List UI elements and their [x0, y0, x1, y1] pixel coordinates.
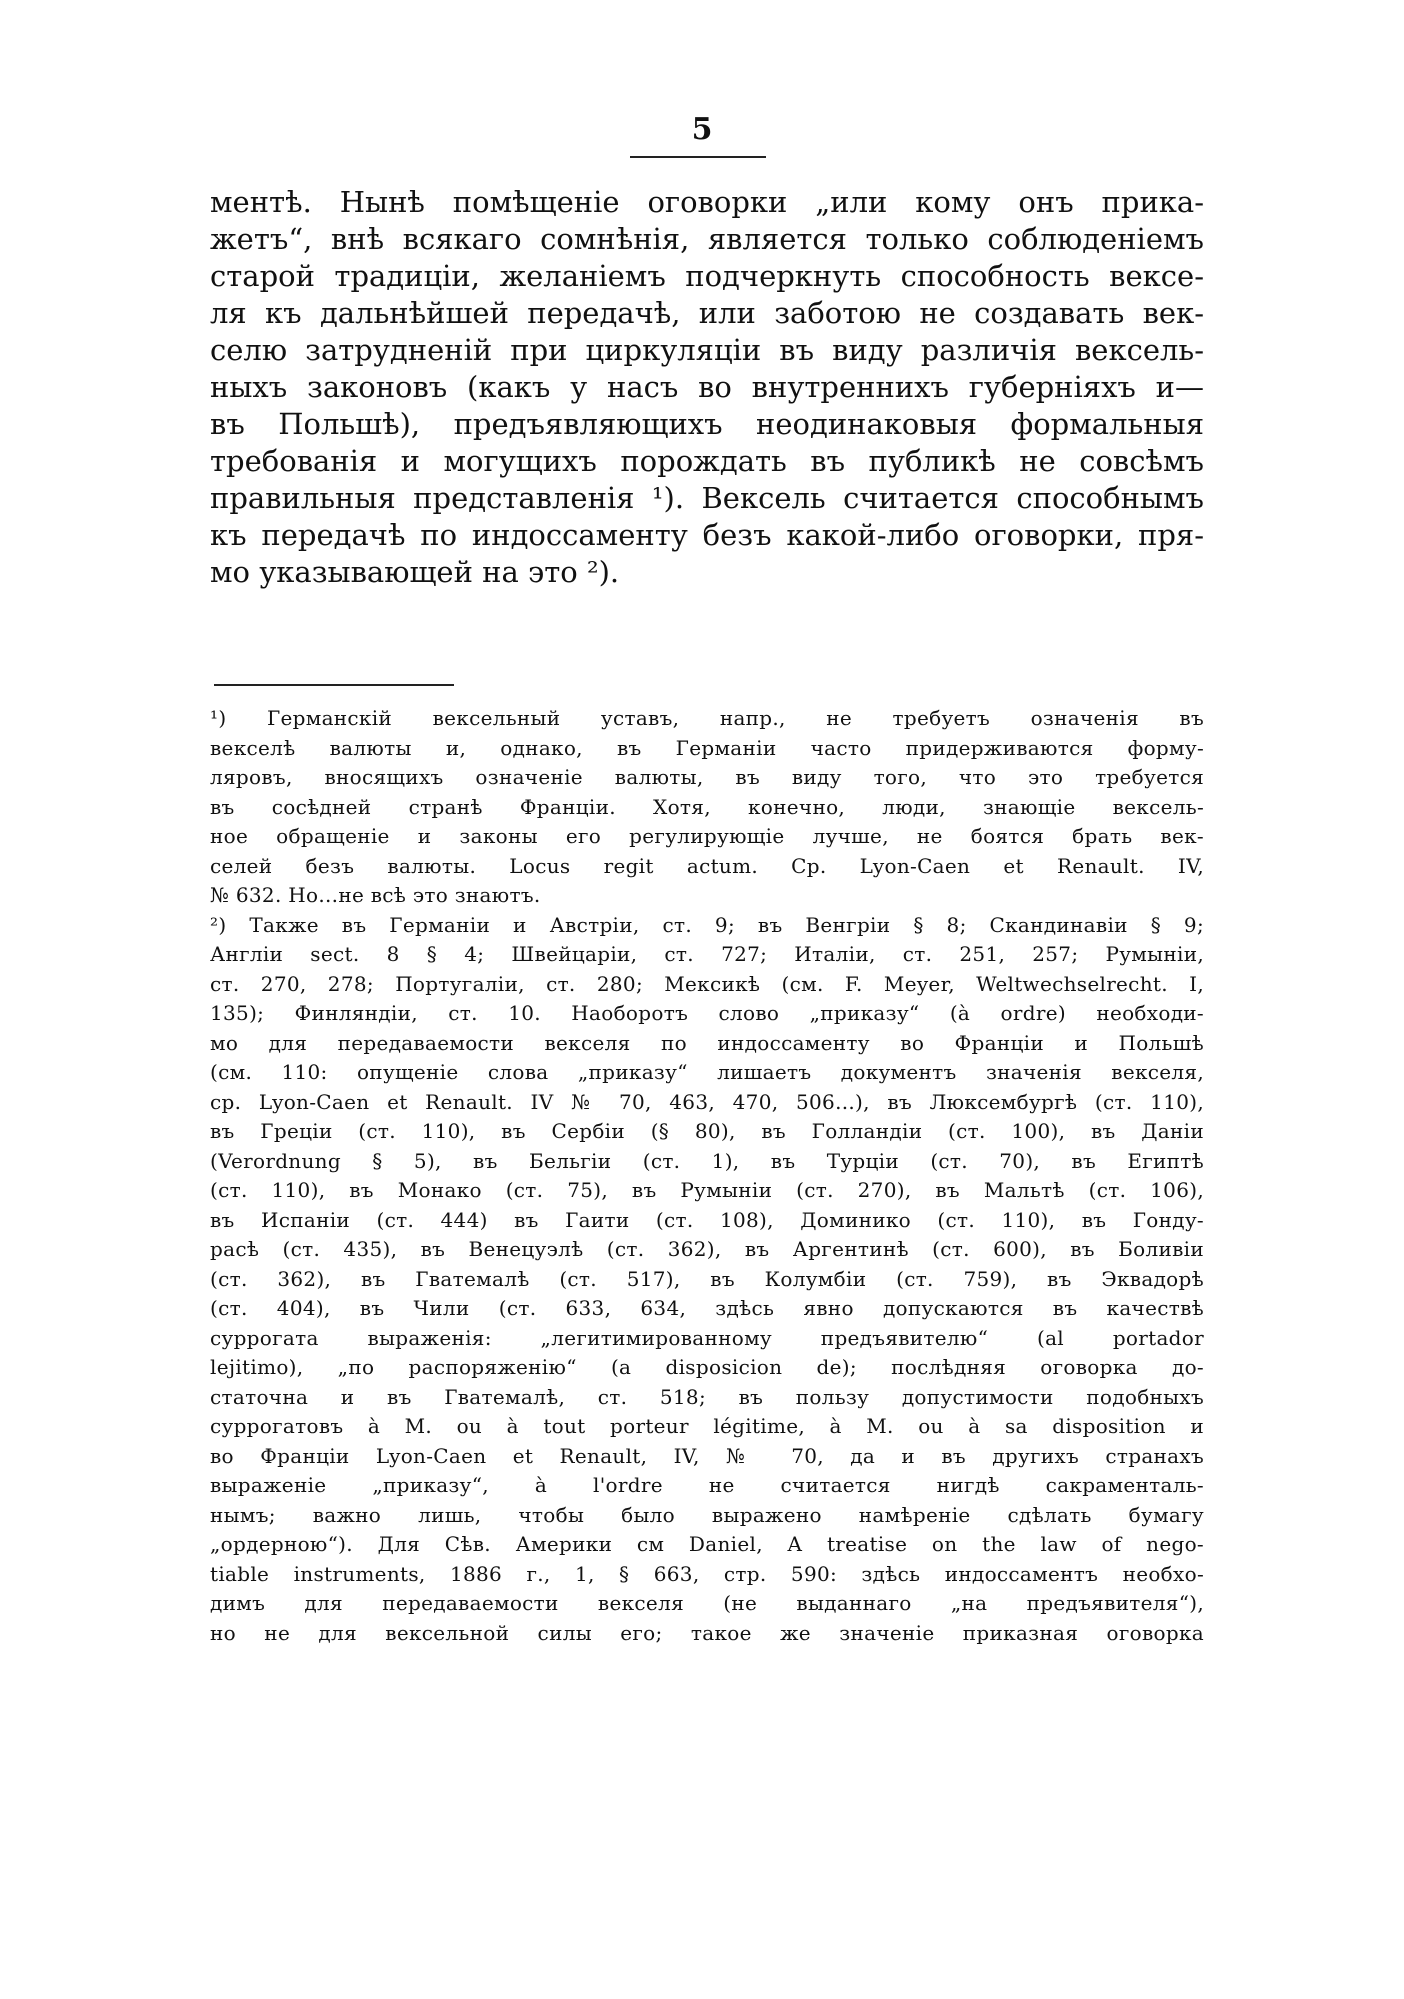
footnote-line: 135); Финляндіи, ст. 10. Наоборотъ слово „приказу“ (à ordre) необходи-	[210, 1001, 1204, 1025]
footnote-line: tiable instruments, 1886 г., 1, § 663, стр. 590: здѣсь индоссаментъ необхо-	[210, 1561, 1204, 1586]
footnote-line: (см. 110: опущеніе слова „приказу“ лишаетъ документъ значенія векселя,	[210, 1060, 1204, 1084]
footnote-line: въ сосѣдней странѣ Франціи. Хотя, конечно, люди, знающіе вексель-	[210, 794, 1204, 819]
body-line: ментѣ. Нынѣ помѣщеніе оговорки „или кому онъ прика-	[210, 185, 1204, 219]
footnote-line: въ Испаніи (ст. 444) въ Гаити (ст. 108), Доминико (ст. 110), въ Гонду-	[210, 1207, 1204, 1232]
footnote-line: ляровъ, вносящихъ означеніе валюты, въ виду того, что это требуется	[210, 765, 1204, 789]
footnote-line: но не для вексельной силы его; такое же значеніе приказная оговорка	[210, 1620, 1204, 1645]
footnote-line: во Франціи Lyon-Caen et Renault, IV, № 70, да и въ другихъ странахъ	[210, 1443, 1204, 1468]
footnote-1	[210, 704, 1204, 911]
footnote-line: ное обращеніе и законы его регулирующіе лучше, не боятся брать век-	[210, 824, 1204, 848]
footnote-line: lejitimo), „по распоряженію“ (a disposicion de); послѣдняя оговорка до-	[210, 1355, 1204, 1379]
footnote-line: ¹) Германскій вексельный уставъ, напр., не требуетъ означенія въ	[210, 706, 1204, 730]
footnote-line: „ордерною“). Для Сѣв. Америки см Daniel, A treatise on the law of nego-	[210, 1532, 1204, 1556]
body-text	[210, 184, 1204, 591]
footnote-separator	[214, 684, 454, 686]
footnotes	[210, 704, 1204, 1648]
body-line: требованія и могущихъ порождать въ публикѣ не совсѣмъ	[210, 444, 1204, 478]
footnote-2	[210, 911, 1204, 1649]
footnote-line: суррогата выраженія: „легитимированному предъявителю“ (al portador	[210, 1325, 1204, 1350]
footnote-line: расѣ (ст. 435), въ Венецуэлѣ (ст. 362), въ Аргентинѣ (ст. 600), въ Боливіи	[210, 1237, 1204, 1261]
body-line: ныхъ законовъ (какъ у насъ во внутреннихъ губерніяхъ и—	[210, 370, 1204, 404]
body-line: въ Польшѣ), предъявляющихъ неодинаковыя формальныя	[210, 407, 1204, 441]
page-number-rule	[630, 156, 766, 158]
footnote-line: суррогатовъ à M. ou à tout porteur légitime, à M. ou à sa disposition и	[210, 1414, 1204, 1438]
footnote-line: ²) Также въ Германіи и Австріи, ст. 9; въ Венгріи § 8; Скандинавіи § 9;	[210, 912, 1204, 937]
footnote-line: въ Греціи (ст. 110), въ Сербіи (§ 80), въ Голландіи (ст. 100), въ Даніи	[210, 1119, 1204, 1143]
body-line: жетъ“, внѣ всякаго сомнѣнія, является только соблюденіемъ	[210, 222, 1204, 256]
body-line: старой традиціи, желаніемъ подчеркнуть способность вексе-	[210, 259, 1204, 293]
body-line: селю затрудненій при циркуляціи въ виду различія вексель-	[210, 333, 1204, 367]
footnote-line: Англіи sect. 8 § 4; Швейцаріи, ст. 727; Италіи, ст. 251, 257; Румыніи,	[210, 942, 1204, 966]
footnote-line: (Verordnung § 5), въ Бельгіи (ст. 1), въ Турціи (ст. 70), въ Египтѣ	[210, 1148, 1204, 1173]
footnote-line: ср. Lyon-Caen et Renault. IV № 70, 463, 470, 506...), въ Люксембургѣ (ст. 110),	[210, 1089, 1204, 1114]
page-number: 5	[691, 112, 713, 147]
footnote-line: димъ для передаваемости векселя (не выданнаго „на предъявителя“),	[210, 1591, 1204, 1615]
footnote-line: № 632. Но...не всѣ это знаютъ.	[210, 883, 541, 907]
footnote-line: (ст. 362), въ Гватемалѣ (ст. 517), въ Колумбіи (ст. 759), въ Эквадорѣ	[210, 1266, 1204, 1291]
footnote-line: нымъ; важно лишь, чтобы было выражено намѣреніе сдѣлать бумагу	[210, 1502, 1204, 1527]
body-line: правильныя представленія ¹). Вексель считается способнымъ	[210, 481, 1204, 515]
footnote-line: векселѣ валюты и, однако, въ Германіи часто придерживаются форму-	[210, 735, 1204, 760]
footnote-line: мо для передаваемости векселя по индоссаменту во Франціи и Польшѣ	[210, 1030, 1204, 1055]
body-line: ля къ дальнѣйшей передачѣ, или заботою не создавать век-	[210, 296, 1204, 330]
footnote-line: ст. 270, 278; Португаліи, ст. 280; Мексикѣ (см. F. Meyer, Weltwechselrecht. I,	[210, 971, 1204, 996]
body-line: мо указывающей на это ²).	[210, 555, 620, 589]
footnote-line: (ст. 404), въ Чили (ст. 633, 634, здѣсь явно допускаются въ качествѣ	[210, 1296, 1204, 1320]
footnote-line: статочна и въ Гватемалѣ, ст. 518; въ пользу допустимости подобныхъ	[210, 1384, 1204, 1409]
footnote-line: выраженіе „приказу“, à l'ordre не считается нигдѣ сакраменталь-	[210, 1473, 1204, 1497]
footnote-line: (ст. 110), въ Монако (ст. 75), въ Румыніи (ст. 270), въ Мальтѣ (ст. 106),	[210, 1178, 1204, 1202]
body-line: къ передачѣ по индоссаменту безъ какой-либо оговорки, пря-	[210, 518, 1204, 552]
footnote-line: селей безъ валюты. Locus regit actum. Ср. Lyon-Caen et Renault. IV,	[210, 853, 1204, 878]
